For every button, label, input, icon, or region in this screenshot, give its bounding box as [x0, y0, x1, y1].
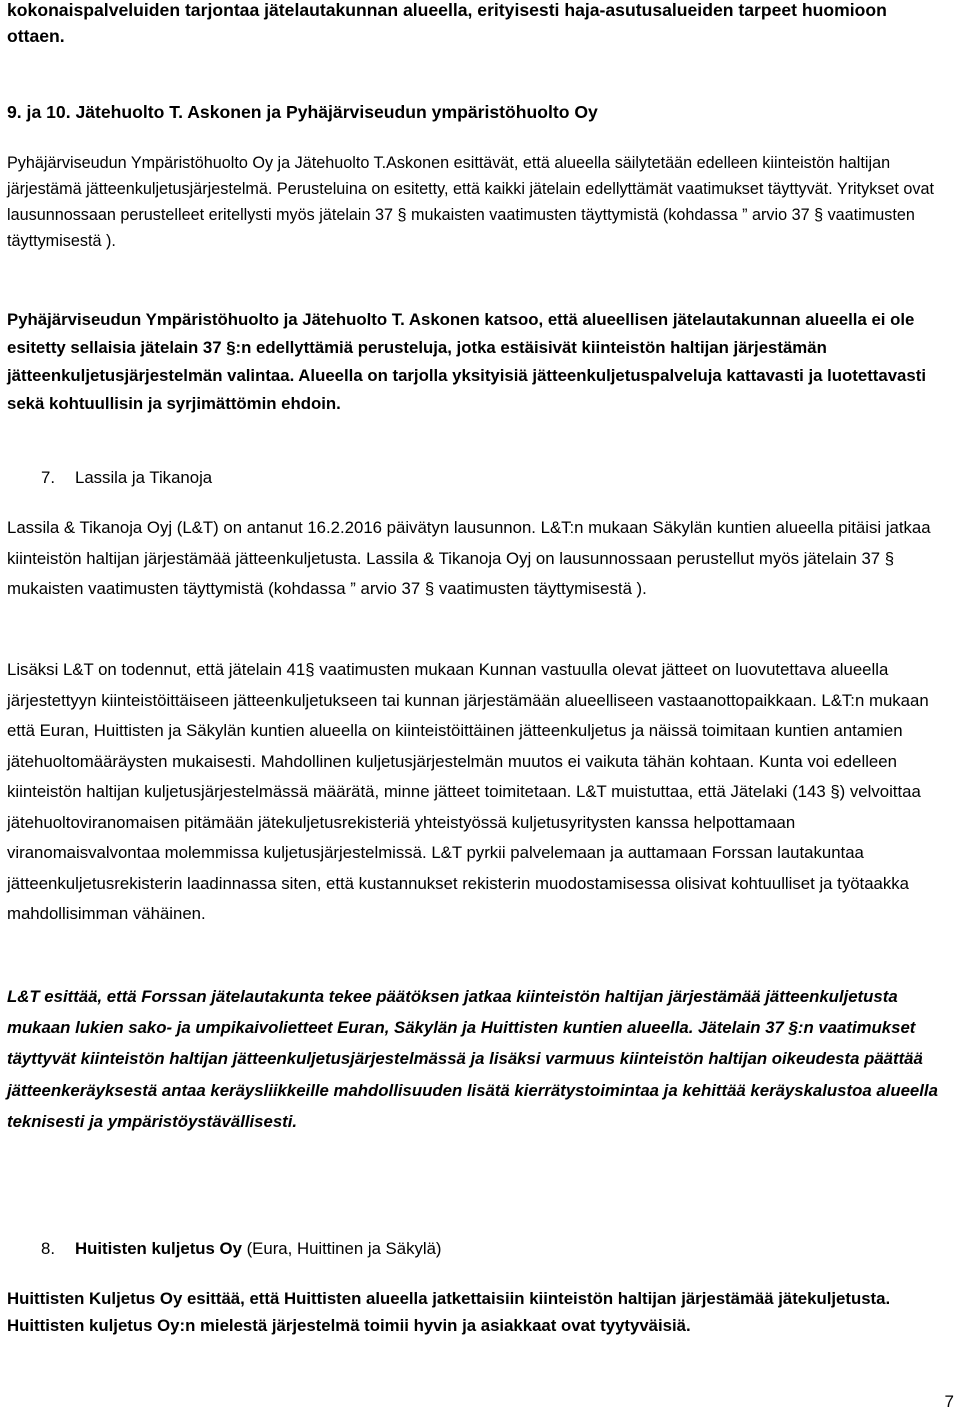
section-7-conclusion: L&T esittää, että Forssan jätelautakunta tekee päätöksen jatkaa kiinteistön haltijan järjestämää jätteenkuljetusta mukaan lukien sako- ja umpikaivolietteet Euran, Säkylän ja Huittisten kuntien alueella. Jätelain 37 §:n vaatimukset täyttyvät kiinteistön haltijan jätteenkuljetusjärjestelmässä ja lisäksi varmuus kiinteistön haltijan oikeudesta päättää jätteenkeräyksestä antaa keräysliikkeille mahdollisuuden lisätä kierrätystoimintaa ja kehittää keräyskalustoa alueella teknisesti ja ympäristöystävällisesti. — [7, 987, 938, 1131]
section-7-number: 7. — [41, 468, 55, 487]
section-9-paragraph: Pyhäjärviseudun Ympäristöhuolto Oy ja Jätehuolto T.Askonen esittävät, että alueella säilytetään edelleen kiinteistön haltijan järjestämä jätteenkuljetusjärjestelmä. Perusteluina on esitetty, että kaikki jätelain edellyttämät vaatimukset täyttyvät. Yritykset ovat lausunnossaan perustelleet eritellysti myös jätelain 37 § mukaisten vaatimusten täyttymistä (kohdassa ” arvio 37 § vaatimusten täyttymisestä ). — [7, 154, 935, 250]
section-7-paragraph-2: Lisäksi L&T on todennut, että jätelain 41§ vaatimusten mukaan Kunnan vastuulla olevat jätteet on luovutettava alueella järjestettyyn kiinteistöittäiseen jätteenkuljetukseen tai kunnan järjestämään alueelliseen vastaanottopaikkaan. L&T:n mukaan että Euran, Huittisten ja Säkylän kuntien alueella on kiinteistöittäinen jätteenkuljetus ja näissä toimitaan kuntien antamien jätehuoltomääräysten mukaisesti. Mahdollinen kuljetusjärjestelmän muutos ei vaikuta tähän kohtaan. Kunta voi edelleen kiinteistön haltijan kuljetusjärjestelmässä määrätä, minne jätteet toimitetaan. L&T muistuttaa, että Jätelaki (143 §) velvoittaa jätehuoltoviranomaisen pitämään jätekuljetusrekisteriä yhteistyössä kuljetusyritysten kanssa helpottamaan viranomaisvalvontaa molemmissa kuljetusjärjestelmissä. L&T pyrkii palvelemaan ja auttamaan Forssan lautakuntaa jätteenkuljetusrekisterin laadinnassa siten, että kustannukset rekisterin muodostamisessa olisivat kohtuulliset ja työtaakka mahdollisimman vähäinen. — [7, 660, 929, 923]
section-7-heading — [7, 463, 947, 494]
section-8-title: Huitisten kuljetus Oy — [75, 1239, 242, 1258]
section-9-heading: 9. ja 10. Jätehuolto T. Askonen ja Pyhäjärviseudun ympäristöhuolto Oy — [7, 102, 598, 122]
section-8-conclusion: Huittisten Kuljetus Oy esittää, että Huittisten alueella jatkettaisiin kiinteistön haltijan järjestämää jätekuljetusta. Huittisten kuljetus Oy:n mielestä järjestelmä toimii hyvin ja asiakkaat ovat tyytyväisiä. — [7, 1289, 891, 1335]
page-number: 7 — [944, 1392, 954, 1411]
section-8-number: 8. — [41, 1239, 55, 1258]
section-9-conclusion: Pyhäjärviseudun Ympäristöhuolto ja Jätehuolto T. Askonen katsoo, että alueellisen jätelautakunnan alueella ei ole esitetty sellaisia jätelain 37 §:n edellyttämiä perusteluja, jotka estäisivät kiinteistön haltijan järjestämän jätteenkuljetusjärjestelmän valintaa. Alueella on tarjolla yksityisiä jätteenkuljetuspalveluja kattavasti ja luotettavasti sekä kohtuullisin ja syrjimättömin ehdoin. — [7, 310, 926, 413]
section-7-paragraph-1: Lassila & Tikanoja Oyj (L&T) on antanut 16.2.2016 päivätyn lausunnon. L&T:n mukaan Säkylän kuntien alueella pitäisi jatkaa kiinteistön haltijan järjestämää jätteenkuljetusta. Lassila & Tikanoja Oyj on lausunnossaan perustellut myös jätelain 37 § mukaisten vaatimusten täyttymistä (kohdassa ” arvio 37 § vaatimusten täyttymisestä ). — [7, 518, 931, 598]
section-8-heading — [7, 1234, 947, 1265]
section-8-subtitle: (Eura, Huittinen ja Säkylä) — [241, 1239, 442, 1258]
intro-tail-paragraph: kokonaispalveluiden tarjontaa jätelautakunnan alueella, erityisesti haja-asutusalueiden tarpeet huomioon ottaen. — [7, 0, 887, 46]
section-7-title: Lassila ja Tikanoja — [75, 468, 213, 487]
